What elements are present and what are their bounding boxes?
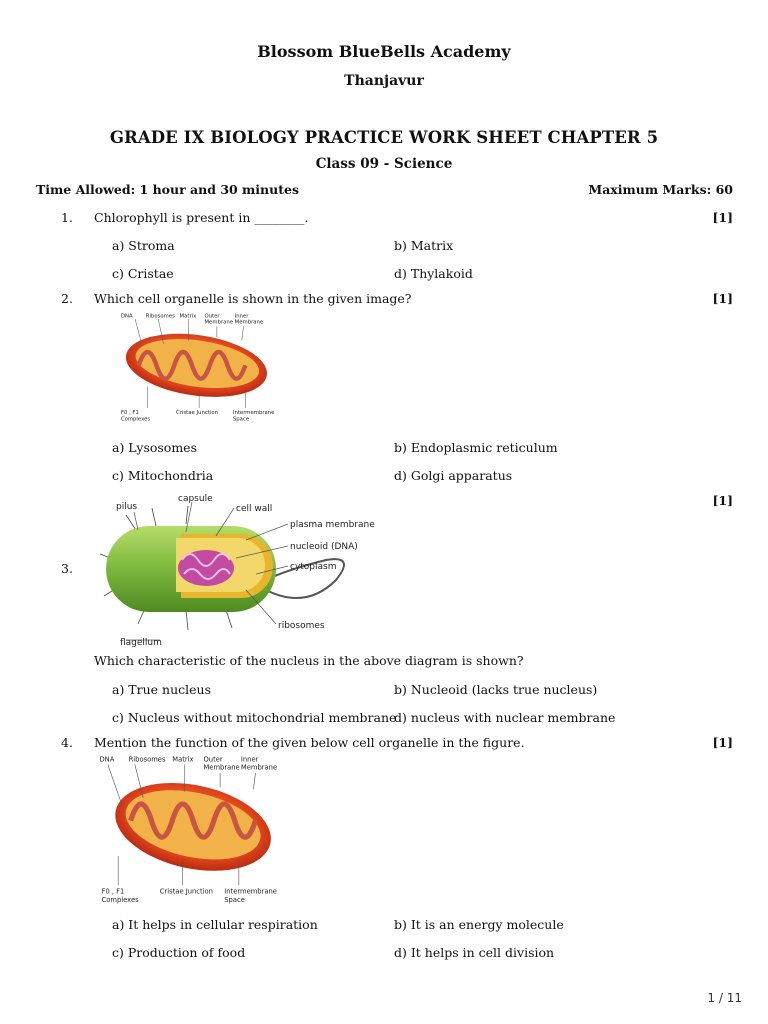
question-1-option-c[interactable]: c) Cristae bbox=[112, 266, 174, 281]
label-inner-2: Inner bbox=[240, 755, 259, 764]
question-1-marks: [1] bbox=[712, 210, 733, 225]
label-cristae-junction: Cristae Junction bbox=[176, 410, 218, 417]
question-2-number: 2. bbox=[61, 291, 73, 306]
question-2-option-a[interactable]: a) Lysosomes bbox=[112, 440, 197, 455]
question-3-option-b[interactable]: b) Nucleoid (lacks true nucleus) bbox=[394, 682, 598, 697]
bacteria-diagram bbox=[96, 490, 375, 650]
label-complexes-2: Complexes bbox=[101, 895, 139, 904]
label-plasma-membrane: plasma membrane bbox=[290, 520, 375, 530]
label-ribosomes-2: Ribosomes bbox=[128, 755, 166, 764]
question-4-number: 4. bbox=[61, 735, 73, 750]
label-ribosomes: ribosomes bbox=[278, 621, 325, 631]
label-outer-membrane-2: Membrane bbox=[203, 763, 240, 772]
label-dna: DNA bbox=[120, 313, 133, 320]
label-nucleoid: nucleoid (DNA) bbox=[290, 542, 358, 552]
mitochondria-diagram bbox=[112, 306, 275, 430]
question-4-marks: [1] bbox=[712, 735, 733, 750]
page-number: 1 / 11 bbox=[707, 991, 742, 1005]
question-3-option-d[interactable]: d) nucleus with nuclear membrane bbox=[394, 710, 616, 725]
question-1-number: 1. bbox=[61, 210, 73, 225]
question-1-option-a[interactable]: a) Stroma bbox=[112, 238, 175, 253]
label-matrix: Matrix bbox=[179, 313, 197, 320]
mitochondria-body-2 bbox=[107, 770, 279, 884]
question-3-option-a[interactable]: a) True nucleus bbox=[112, 682, 211, 697]
label-intermembrane: Intermembrane bbox=[232, 410, 275, 417]
question-2-text: Which cell organelle is shown in the given image? bbox=[94, 291, 412, 306]
time-allowed: Time Allowed: 1 hour and 30 minutes bbox=[36, 182, 299, 197]
worksheet-subtitle: Class 09 - Science bbox=[315, 156, 453, 172]
question-2-option-d[interactable]: d) Golgi apparatus bbox=[394, 468, 513, 483]
question-2-option-b[interactable]: b) Endoplasmic reticulum bbox=[394, 440, 558, 455]
label-matrix-2: Matrix bbox=[172, 755, 194, 764]
question-4-option-a[interactable]: a) It helps in cellular respiration bbox=[112, 917, 318, 932]
label-outer-membrane: Membrane bbox=[204, 319, 234, 326]
question-1-option-d[interactable]: d) Thylakoid bbox=[394, 266, 473, 281]
label-ribosomes: Ribosomes bbox=[145, 313, 175, 320]
label-dna-2: DNA bbox=[99, 755, 115, 764]
school-city: Thanjavur bbox=[344, 73, 424, 89]
label-f0-f1-2: F0 , F1 bbox=[101, 887, 125, 896]
label-cristae-junction-2: Cristae Junction bbox=[159, 887, 213, 896]
question-3-option-c[interactable]: c) Nucleus without mitochondrial membrane bbox=[112, 710, 397, 725]
label-space: Space bbox=[232, 416, 250, 423]
question-4-option-c[interactable]: c) Production of food bbox=[112, 945, 246, 960]
label-outer: Outer bbox=[204, 313, 220, 320]
label-capsule: capsule bbox=[178, 494, 213, 504]
question-4-text: Mention the function of the given below cell organelle in the figure. bbox=[94, 735, 525, 750]
question-1-text: Chlorophyll is present in ________. bbox=[94, 210, 309, 225]
question-4-option-d[interactable]: d) It helps in cell division bbox=[394, 945, 555, 960]
label-intermembrane-2: Intermembrane bbox=[224, 887, 277, 896]
question-2-option-c[interactable]: c) Mitochondria bbox=[112, 468, 214, 483]
question-3-number: 3. bbox=[61, 561, 73, 576]
question-3-marks: [1] bbox=[712, 493, 733, 508]
mitochondria-body bbox=[122, 326, 271, 406]
question-4-option-b[interactable]: b) It is an energy molecule bbox=[394, 917, 564, 932]
label-flagellum: flagellum bbox=[120, 638, 162, 648]
maximum-marks: Maximum Marks: 60 bbox=[588, 182, 733, 197]
label-cell-wall: cell wall bbox=[236, 504, 273, 514]
question-1-option-b[interactable]: b) Matrix bbox=[394, 238, 454, 253]
question-2-marks: [1] bbox=[712, 291, 733, 306]
worksheet-title: GRADE IX BIOLOGY PRACTICE WORK SHEET CHAPTER 5 bbox=[109, 128, 659, 147]
label-space-2: Space bbox=[224, 895, 245, 904]
label-inner-membrane: Membrane bbox=[234, 319, 264, 326]
label-f0-f1: F0 , F1 bbox=[120, 410, 139, 417]
school-name: Blossom BlueBells Academy bbox=[257, 42, 511, 61]
label-outer-2: Outer bbox=[203, 755, 223, 764]
label-complexes: Complexes bbox=[120, 416, 151, 423]
question-3-text: Which characteristic of the nucleus in the above diagram is shown? bbox=[94, 653, 524, 668]
label-pilus: pilus bbox=[116, 502, 138, 512]
label-cytoplasm: cytoplasm bbox=[290, 562, 337, 572]
label-inner: Inner bbox=[234, 313, 249, 320]
mitochondria-diagram-2 bbox=[96, 752, 286, 908]
label-inner-membrane-2: Membrane bbox=[240, 763, 278, 772]
